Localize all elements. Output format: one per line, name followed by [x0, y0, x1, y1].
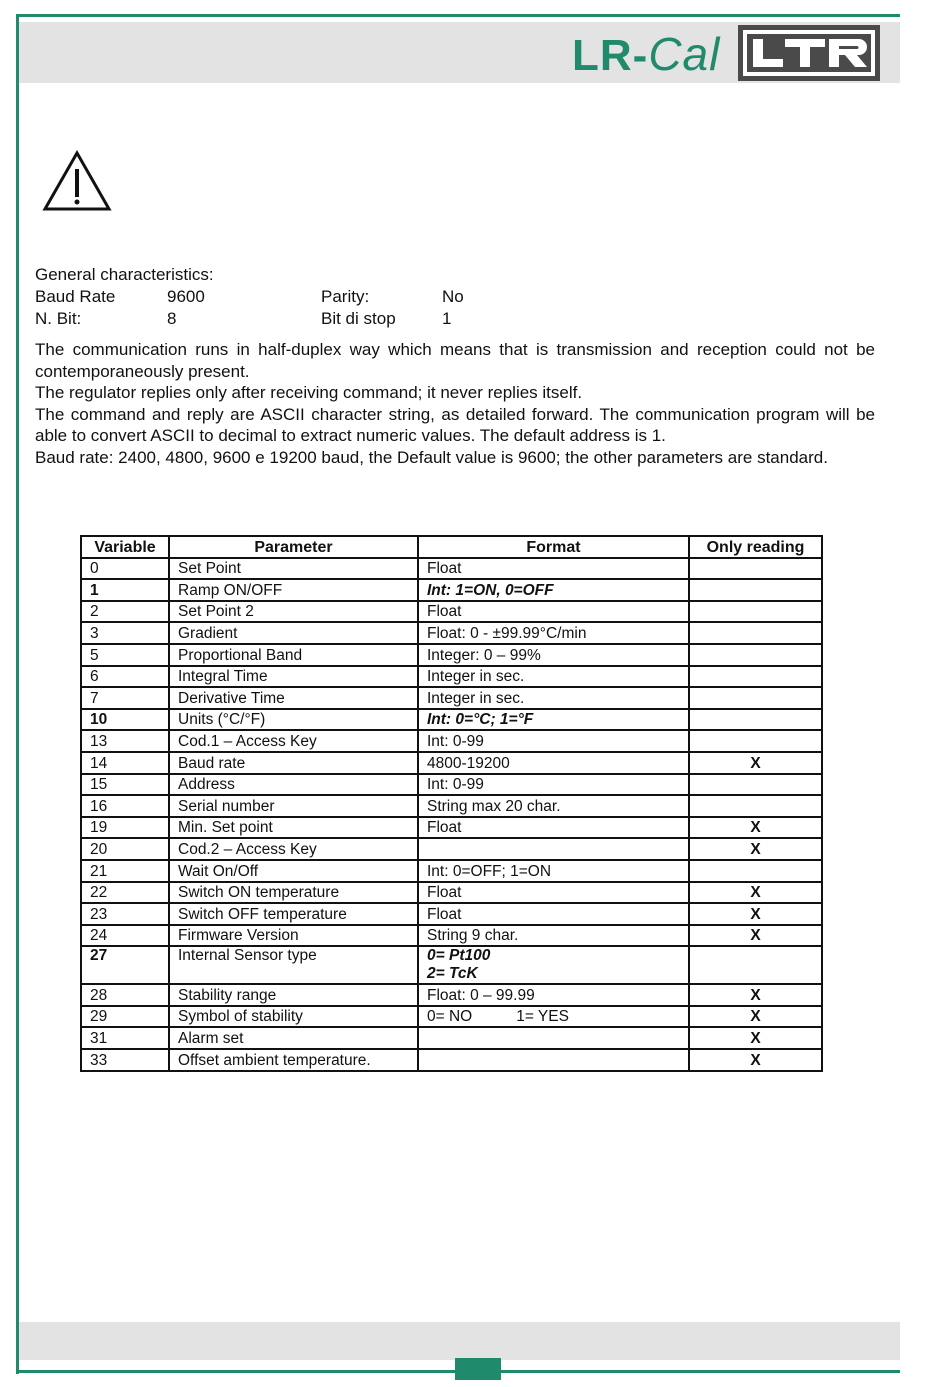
- baud-value: 9600: [167, 287, 205, 306]
- cell-only-reading: [689, 666, 822, 688]
- logo-suffix: Cal: [648, 28, 721, 80]
- table-row: [81, 579, 822, 601]
- cell-variable: 16: [81, 795, 169, 817]
- cell-parameter: Alarm set: [169, 1027, 418, 1049]
- cell-parameter: Serial number: [169, 795, 418, 817]
- table-row: [81, 838, 822, 860]
- header-parameter: Parameter: [169, 536, 418, 558]
- cell-variable: 22: [81, 882, 169, 904]
- table-header-row: [81, 536, 822, 558]
- cell-variable: 13: [81, 730, 169, 752]
- cell-variable: 33: [81, 1049, 169, 1071]
- cell-only-reading: [689, 579, 822, 601]
- cell-format: Integer in sec.: [418, 666, 689, 688]
- cell-variable: 15: [81, 774, 169, 796]
- paragraph: The regulator replies only after receiving command; it never replies itself.: [35, 383, 583, 402]
- cell-format: Integer in sec.: [418, 687, 689, 709]
- table-row: [81, 1027, 822, 1049]
- stop-value: 1: [442, 309, 452, 328]
- paragraph: The communication runs in half-duplex way which means that is transmission and reception could not be contemporaneously present.: [35, 340, 875, 381]
- table-row: [81, 984, 822, 1006]
- table-row: [81, 601, 822, 623]
- cell-parameter: Address: [169, 774, 418, 796]
- cell-variable: 28: [81, 984, 169, 1006]
- cell-parameter: Cod.1 – Access Key: [169, 730, 418, 752]
- cell-parameter: Units (°C/°F): [169, 709, 418, 731]
- stop-label: Bit di stop: [321, 309, 396, 328]
- cell-parameter: Internal Sensor type: [169, 946, 418, 984]
- cell-only-reading: [689, 687, 822, 709]
- cell-variable: 27: [81, 946, 169, 984]
- table-row: [81, 622, 822, 644]
- format-line: 0= Pt100: [427, 947, 491, 965]
- cell-variable: 29: [81, 1006, 169, 1028]
- cell-only-reading: [689, 860, 822, 882]
- cell-variable: 0: [81, 558, 169, 580]
- cell-format: Float: 0 - ±99.99°C/min: [418, 622, 689, 644]
- table-row: [81, 795, 822, 817]
- cell-format: Integer: 0 – 99%: [418, 644, 689, 666]
- warning-triangle-icon: [42, 150, 112, 212]
- cell-parameter: Symbol of stability: [169, 1006, 418, 1028]
- cell-only-reading: [689, 795, 822, 817]
- cell-variable: 21: [81, 860, 169, 882]
- ltr-badge-icon: [737, 24, 881, 82]
- cell-format: 4800-19200: [418, 752, 689, 774]
- cell-only-reading: X: [689, 882, 822, 904]
- table-row: [81, 774, 822, 796]
- cell-format: Int: 0-99: [418, 730, 689, 752]
- table-row: [81, 709, 822, 731]
- cell-variable: 3: [81, 622, 169, 644]
- header-only-reading: Only reading: [689, 536, 822, 558]
- table-row: [81, 882, 822, 904]
- cell-format: Float: 0 – 99.99: [418, 984, 689, 1006]
- table-row: [81, 925, 822, 947]
- general-title: General characteristics:: [35, 265, 214, 284]
- cell-only-reading: X: [689, 1027, 822, 1049]
- cell-parameter: Set Point: [169, 558, 418, 580]
- cell-format: [418, 1027, 689, 1049]
- page-number-tab: [455, 1358, 501, 1380]
- cell-variable: 10: [81, 709, 169, 731]
- cell-parameter: Min. Set point: [169, 817, 418, 839]
- cell-variable: 2: [81, 601, 169, 623]
- cell-variable: 6: [81, 666, 169, 688]
- table-row: [81, 666, 822, 688]
- brand-logo: [572, 26, 720, 82]
- format-line: 1= YES: [516, 1008, 569, 1026]
- format-line: 0= NO: [427, 1008, 473, 1026]
- cell-only-reading: X: [689, 903, 822, 925]
- cell-format: Int: 0=OFF; 1=ON: [418, 860, 689, 882]
- cell-format: [418, 1049, 689, 1071]
- general-characteristics: [35, 264, 535, 330]
- table-row: [81, 730, 822, 752]
- table-row: [81, 752, 822, 774]
- table-row: [81, 860, 822, 882]
- baud-label: Baud Rate: [35, 287, 116, 306]
- description-text: [35, 339, 875, 468]
- cell-parameter: Firmware Version: [169, 925, 418, 947]
- cell-only-reading: [689, 709, 822, 731]
- cell-variable: 23: [81, 903, 169, 925]
- cell-parameter: Switch ON temperature: [169, 882, 418, 904]
- cell-parameter: Cod.2 – Access Key: [169, 838, 418, 860]
- paragraph: Baud rate: 2400, 4800, 9600 e 19200 baud, the Default value is 9600; the other parameters are standard.: [35, 447, 828, 467]
- bit-value: 8: [167, 309, 177, 328]
- cell-only-reading: X: [689, 817, 822, 839]
- cell-variable: 14: [81, 752, 169, 774]
- cell-format: Float: [418, 601, 689, 623]
- cell-format: String 9 char.: [418, 925, 689, 947]
- page-frame-left: [16, 14, 19, 1374]
- cell-format: String max 20 char.: [418, 795, 689, 817]
- cell-format: Int: 0-99: [418, 774, 689, 796]
- footer-band: [19, 1322, 900, 1360]
- cell-parameter: Integral Time: [169, 666, 418, 688]
- cell-format: [418, 838, 689, 860]
- cell-only-reading: [689, 601, 822, 623]
- cell-only-reading: X: [689, 1006, 822, 1028]
- cell-only-reading: [689, 946, 822, 984]
- table-row: [81, 558, 822, 580]
- table-row: [81, 946, 822, 984]
- cell-only-reading: X: [689, 1049, 822, 1071]
- table-row: [81, 1006, 822, 1028]
- header-variable: Variable: [81, 536, 169, 558]
- cell-format: Float: [418, 903, 689, 925]
- table-row: [81, 1049, 822, 1071]
- cell-parameter: Ramp ON/OFF: [169, 579, 418, 601]
- cell-only-reading: X: [689, 984, 822, 1006]
- table-row: [81, 817, 822, 839]
- cell-parameter: Gradient: [169, 622, 418, 644]
- cell-parameter: Derivative Time: [169, 687, 418, 709]
- table-row: [81, 644, 822, 666]
- cell-format: Int: 0=°C; 1=°F: [418, 709, 689, 731]
- bit-label: N. Bit:: [35, 309, 82, 328]
- cell-only-reading: [689, 622, 822, 644]
- header-format: Format: [418, 536, 689, 558]
- cell-variable: 24: [81, 925, 169, 947]
- cell-parameter: Set Point 2: [169, 601, 418, 623]
- page-frame-top: [16, 14, 900, 17]
- cell-variable: 5: [81, 644, 169, 666]
- table-row: [81, 903, 822, 925]
- cell-only-reading: [689, 774, 822, 796]
- paragraph: The command and reply are ASCII character string, as detailed forward. The communication program will be able to convert ASCII to decimal to extract numeric values. The default address is 1.: [35, 404, 875, 445]
- cell-format: [418, 946, 689, 984]
- cell-only-reading: X: [689, 752, 822, 774]
- cell-variable: 20: [81, 838, 169, 860]
- cell-format: Int: 1=ON, 0=OFF: [418, 579, 689, 601]
- cell-format: [418, 1006, 689, 1028]
- cell-only-reading: [689, 644, 822, 666]
- cell-only-reading: X: [689, 838, 822, 860]
- cell-parameter: Baud rate: [169, 752, 418, 774]
- cell-parameter: Switch OFF temperature: [169, 903, 418, 925]
- cell-parameter: Proportional Band: [169, 644, 418, 666]
- cell-variable: 19: [81, 817, 169, 839]
- format-line: 2= TcK: [427, 965, 478, 983]
- parity-value: No: [442, 287, 464, 306]
- cell-parameter: Stability range: [169, 984, 418, 1006]
- parity-label: Parity:: [321, 287, 370, 306]
- cell-variable: 1: [81, 579, 169, 601]
- cell-only-reading: [689, 730, 822, 752]
- logo-prefix: LR-: [572, 31, 649, 80]
- cell-only-reading: [689, 558, 822, 580]
- cell-format: Float: [418, 817, 689, 839]
- cell-parameter: Offset ambient temperature.: [169, 1049, 418, 1071]
- cell-format: Float: [418, 882, 689, 904]
- cell-parameter: Wait On/Off: [169, 860, 418, 882]
- cell-format: Float: [418, 558, 689, 580]
- cell-variable: 7: [81, 687, 169, 709]
- variables-table: [80, 535, 823, 1072]
- cell-only-reading: X: [689, 925, 822, 947]
- table-row: [81, 687, 822, 709]
- cell-variable: 31: [81, 1027, 169, 1049]
